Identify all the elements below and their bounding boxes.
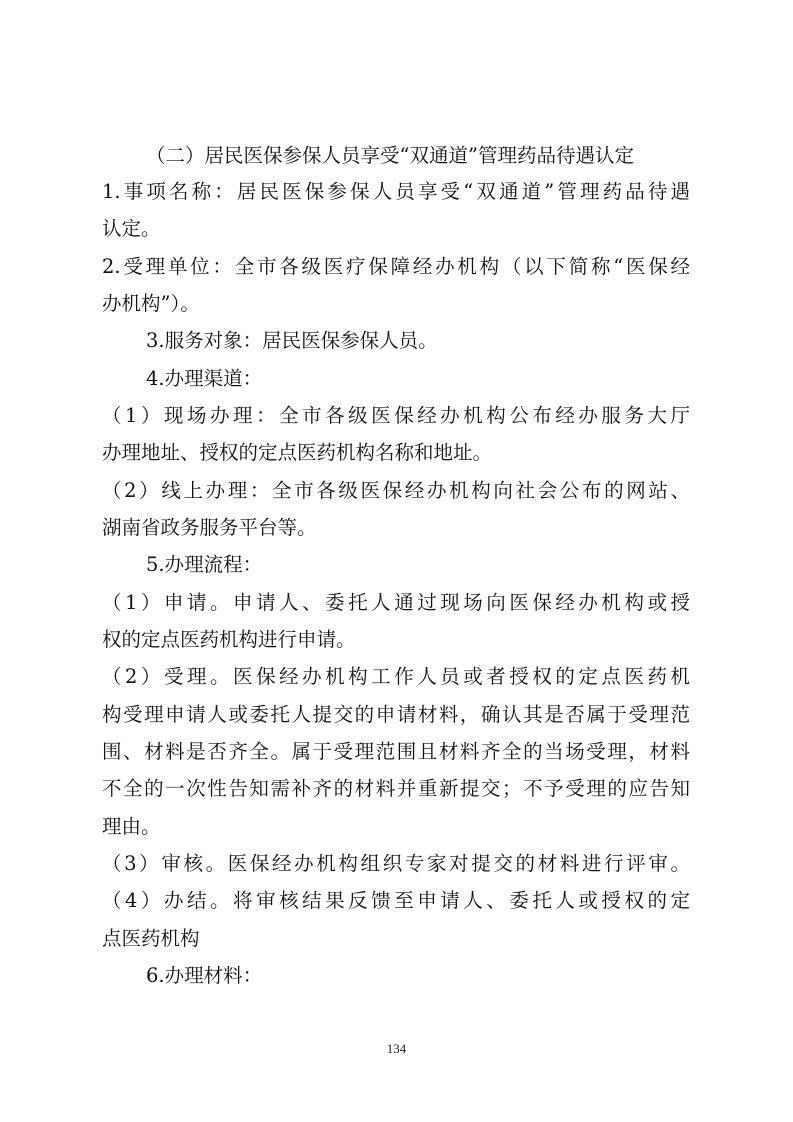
process-2-line2: 构受理申请人或委托人提交的申请材料，确认其是否属于受理范 bbox=[102, 703, 690, 726]
page-number: 134 bbox=[386, 1041, 407, 1056]
channel-1-line2: 办理地址、授权的定点医药机构名称和地址。 bbox=[102, 441, 493, 464]
process-4-line2: 点医药机构 bbox=[102, 927, 200, 950]
process-2-line3: 围、材料是否齐全。属于受理范围且材料齐全的当场受理，材料 bbox=[102, 740, 690, 763]
item-3-target: 3.服务对象：居民医保参保人员。 bbox=[146, 329, 438, 352]
item-1-name-line2: 认定。 bbox=[102, 217, 161, 240]
channel-1-line1: （1）现场办理：全市各级医保经办机构公布经办服务大厅 bbox=[102, 404, 690, 427]
process-2-line4: 不全的一次性告知需补齐的材料并重新提交；不予受理的应告知 bbox=[102, 777, 690, 800]
item-6-materials-heading: 6.办理材料： bbox=[146, 964, 263, 987]
process-2-line1: （2）受理。医保经办机构工作人员或者授权的定点医药机 bbox=[102, 665, 690, 688]
item-2-unit-line2: 办机构”）。 bbox=[102, 292, 200, 315]
item-4-channels-heading: 4.办理渠道： bbox=[146, 367, 263, 390]
channel-2-line1: （2）线上办理：全市各级医保经办机构向社会公布的网站、 bbox=[102, 479, 690, 502]
process-3-line1: （3）审核。医保经办机构组织专家对提交的材料进行评审。 bbox=[102, 852, 690, 875]
channel-2-line2: 湖南省政务服务平台等。 bbox=[102, 516, 317, 539]
process-1-line2: 权的定点医药机构进行申请。 bbox=[102, 628, 356, 651]
process-4-line1: （4）办结。将审核结果反馈至申请人、委托人或授权的定 bbox=[102, 889, 690, 912]
process-1-line1: （1）申请。申请人、委托人通过现场向医保经办机构或授 bbox=[102, 591, 690, 614]
section-heading: （二）居民医保参保人员享受“双通道”管理药品待遇认定 bbox=[146, 144, 634, 167]
item-1-name-line1: 1.事项名称：居民医保参保人员享受“双通道”管理药品待遇 bbox=[102, 180, 690, 203]
item-2-unit-line1: 2.受理单位：全市各级医疗保障经办机构（以下简称“医保经 bbox=[102, 255, 690, 278]
item-5-process-heading: 5.办理流程： bbox=[146, 553, 263, 576]
process-2-line5: 理由。 bbox=[102, 815, 161, 838]
